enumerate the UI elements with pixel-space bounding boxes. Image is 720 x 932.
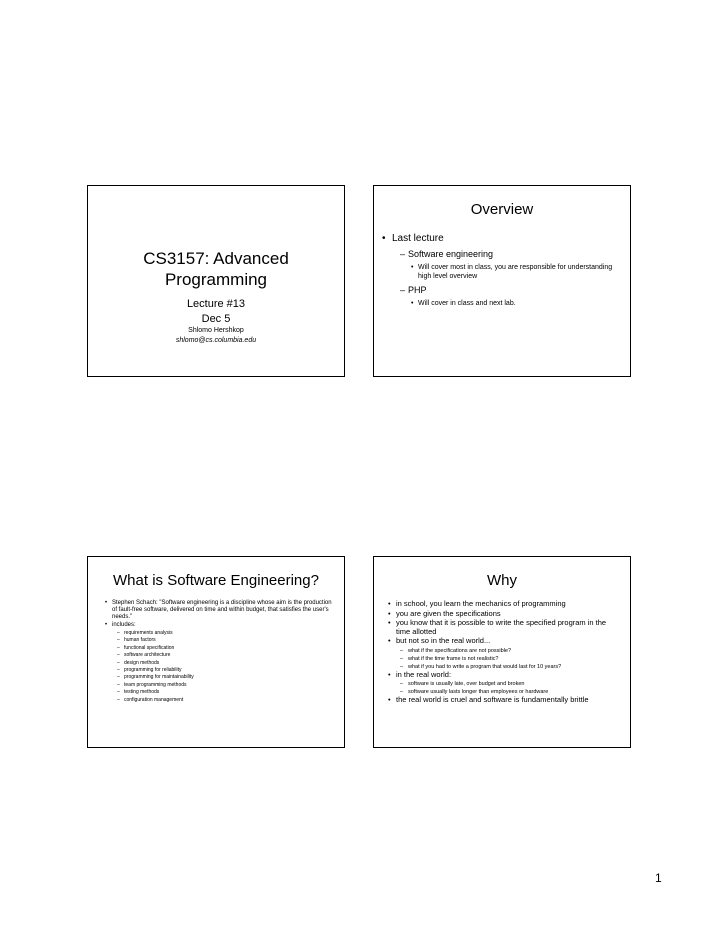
instructor-email: shlomo@cs.columbia.edu [175, 337, 257, 344]
list-item: • Will cover in class and next lab. [374, 299, 622, 308]
course-title-line1: CS3157: Advanced [143, 249, 289, 268]
definition-list [88, 600, 336, 704]
slide-what-is-se [87, 556, 345, 748]
list-item: – what if the specifications are not possible? [374, 647, 622, 655]
list-item: • Last lecture [374, 232, 622, 245]
why-list [374, 600, 622, 706]
lecture-date: Dec 5 [201, 313, 231, 325]
page-number: 1 [655, 871, 662, 885]
slide-title: Overview [470, 201, 534, 218]
list-item: – what if the time frame is not realistic? [374, 655, 622, 663]
list-item: – software architecture [88, 652, 336, 659]
list-item: – requirements analysis [88, 630, 336, 637]
list-item: • you know that it is possible to write the specified program in the time allotted [374, 619, 622, 636]
slide-course-title [88, 248, 344, 290]
instructor-name: Shlomo Hershkop [188, 327, 244, 334]
slide-title: Why [487, 572, 517, 589]
list-item: • Will cover most in class, you are responsible for understanding high level overview [374, 263, 622, 281]
list-item: • but not so in the real world... [374, 637, 622, 646]
list-item: – what if you had to write a program that would last for 10 years? [374, 663, 622, 671]
list-item: – team programming methods [88, 682, 336, 689]
slide-why [373, 556, 631, 748]
list-item: – design methods [88, 660, 336, 667]
list-item: • the real world is cruel and software is fundamentally brittle [374, 696, 622, 705]
lecture-number: Lecture #13 [186, 298, 246, 310]
list-item: – software usually lasts longer than employees or hardware [374, 688, 622, 696]
slide-title: What is Software Engineering? [113, 572, 319, 589]
list-item: – configuration management [88, 697, 336, 704]
list-item: – PHP [374, 284, 622, 296]
list-item: – human factors [88, 637, 336, 644]
list-item: • includes: [88, 622, 336, 629]
list-item: • in the real world: [374, 671, 622, 680]
list-item: – programming for maintainability [88, 674, 336, 681]
course-title-line2: Programming [164, 270, 268, 289]
slide-overview [373, 185, 631, 377]
list-item: • in school, you learn the mechanics of programming [374, 600, 622, 609]
list-item: – testing methods [88, 689, 336, 696]
list-item: – functional specification [88, 645, 336, 652]
list-item: • Stephen Schach: "Software engineering is a discipline whose aim is the production of fault-free software, delivered on time and within budget, that satisfies the user's needs." [88, 600, 336, 621]
list-item: • you are given the specifications [374, 610, 622, 619]
list-item: – software is usually late, over budget and broken [374, 680, 622, 688]
list-item: – Software engineering [374, 248, 622, 260]
slide-title-card [87, 185, 345, 377]
list-item: – programming for reliability [88, 667, 336, 674]
overview-list [374, 232, 622, 311]
